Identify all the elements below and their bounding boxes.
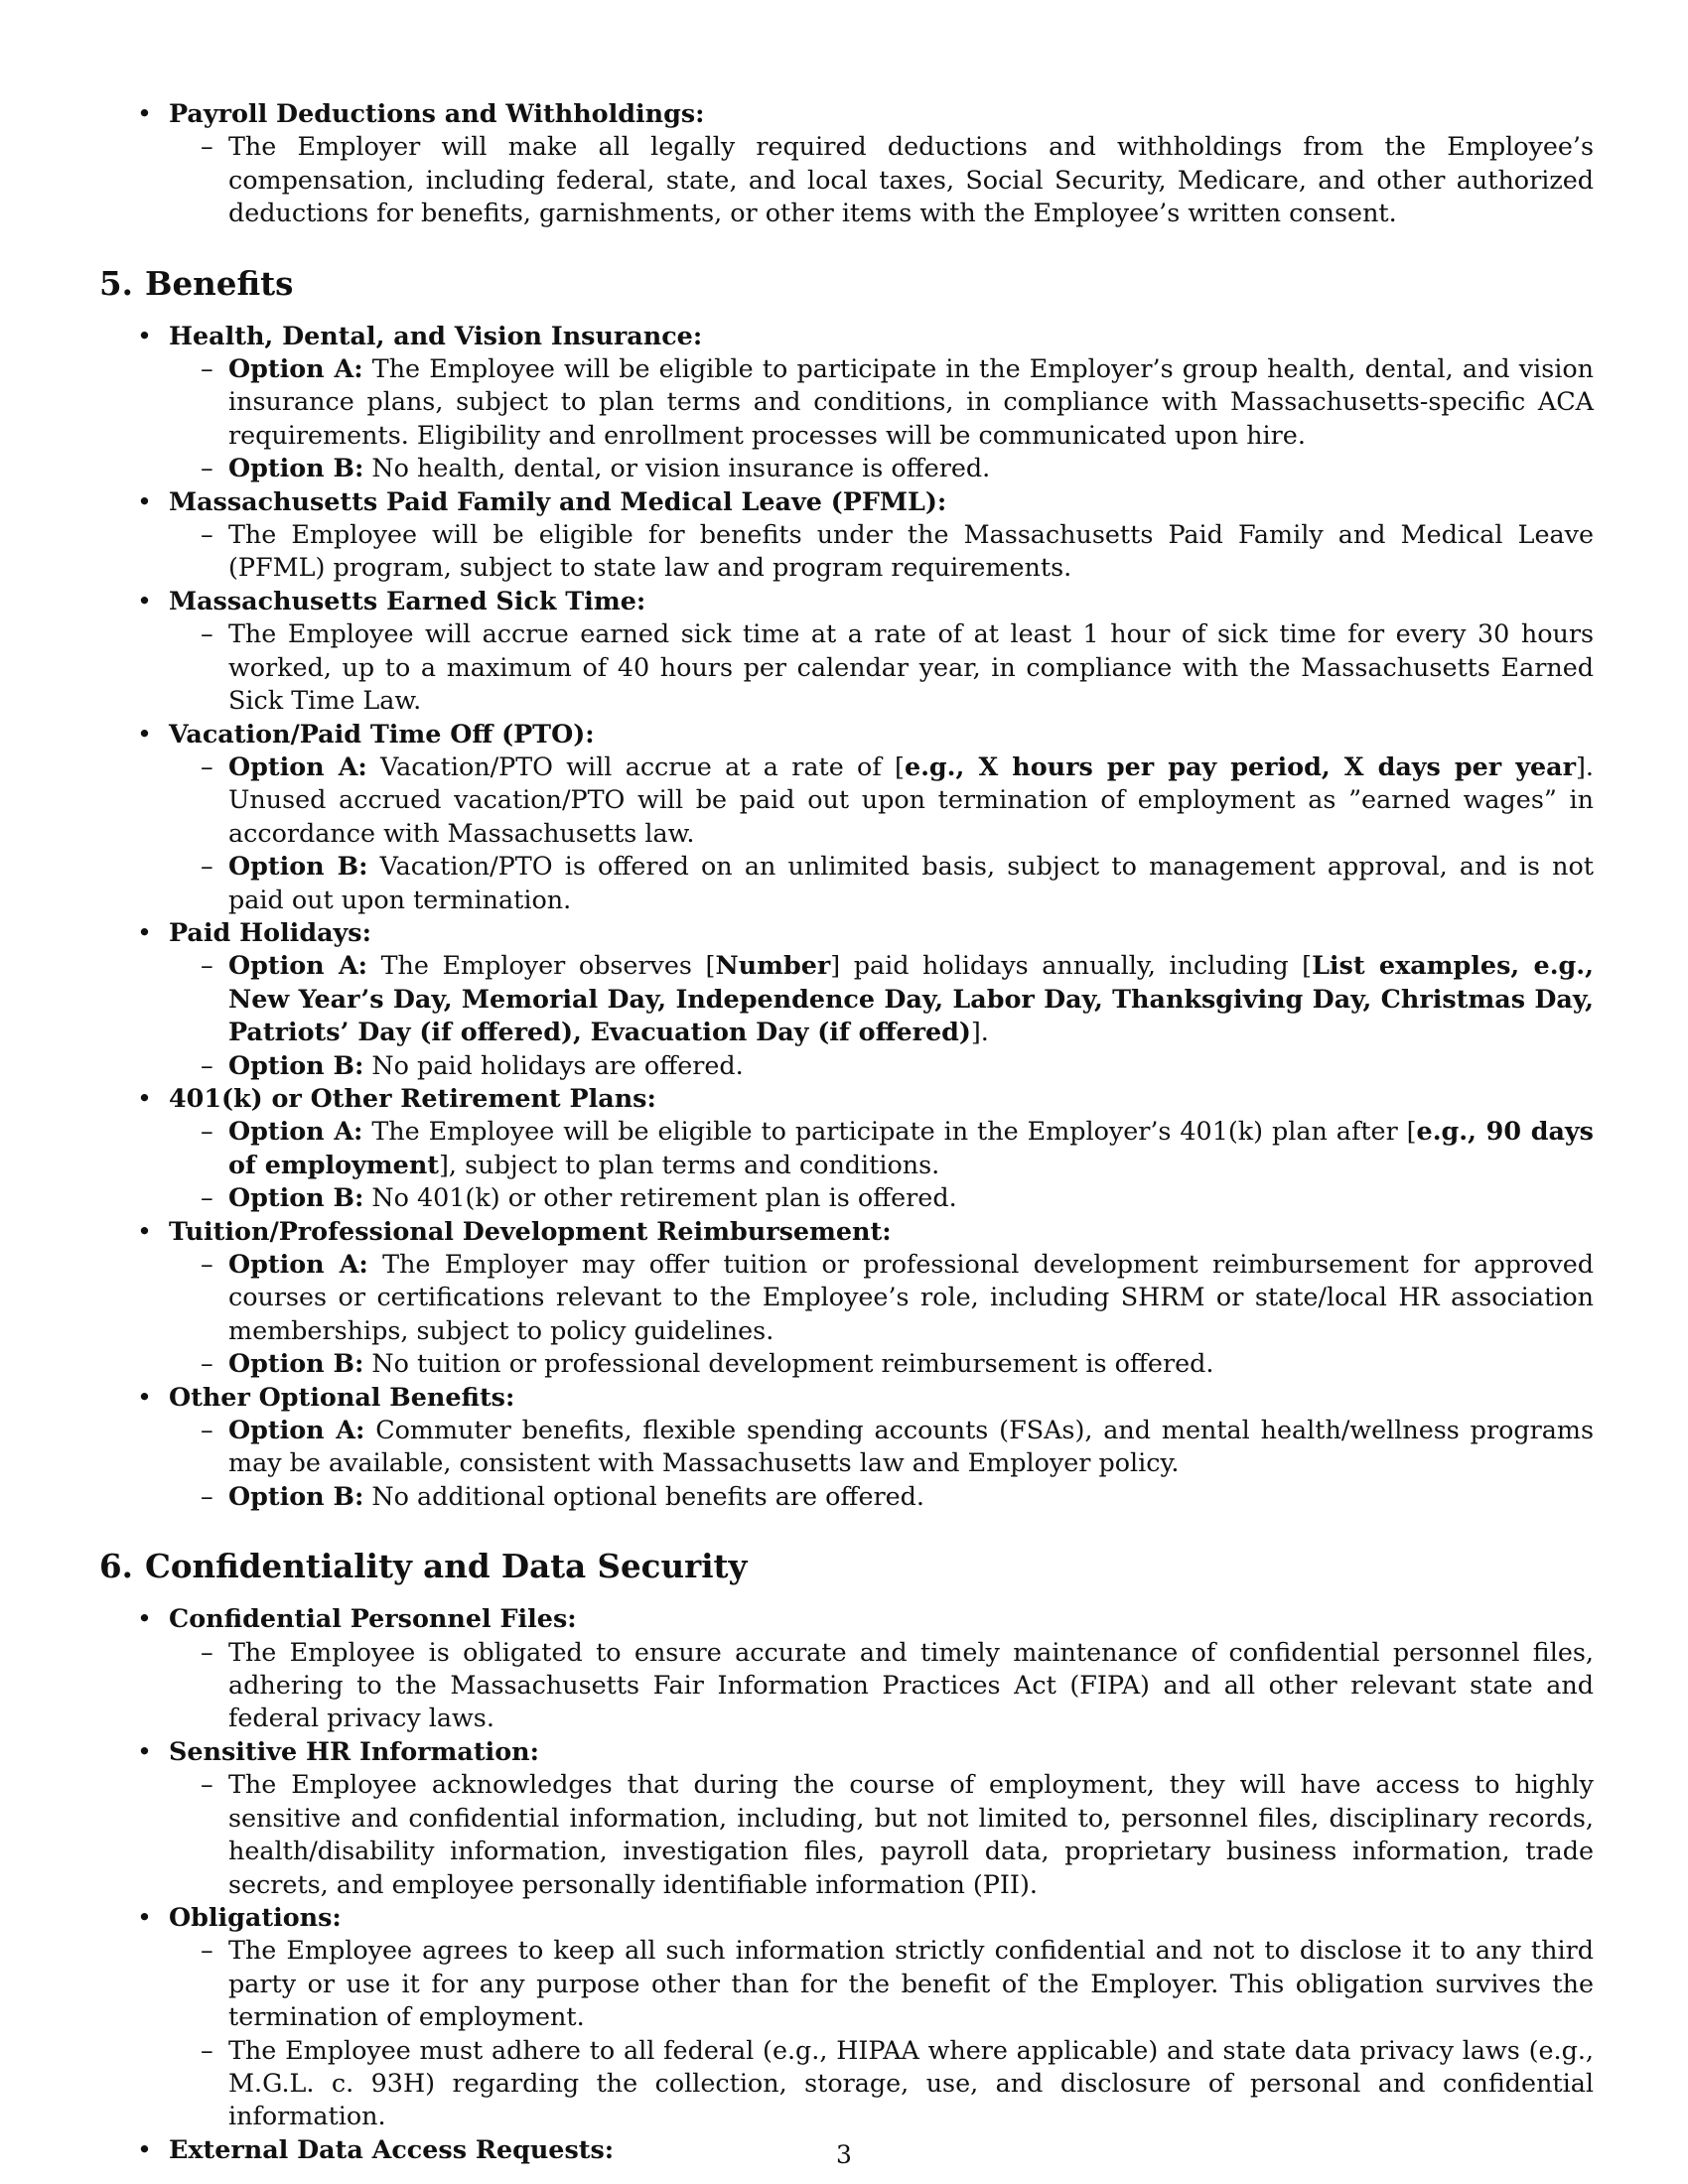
section-6-title: 6. Confidentiality and Data Security [99,1547,748,1586]
tuition-option-a: – Option A: The Employer may offer tuition or professional development reimbursement for approved courses or certifications relevant to the Employee’s role, including SHRM or state/local HR association memberships, subject to policy guidelines. [99,1248,1594,1347]
obligations-text-2: – The Employee must adhere to all federal (e.g., HIPAA where applicable) and state data privacy laws (e.g., M.G.L. c. 93H) regarding the collection, storage, use, and disclosure of personal and confidential information. [99,2034,1594,2133]
health-option-b: – Option B: No health, dental, or vision insurance is offered. [99,452,1594,484]
other-benefits-option-a: – Option A: Commuter benefits, flexible spending accounts (FSAs), and mental health/wellness programs may be available, consistent with Massachusetts law and Employer policy. [99,1414,1594,1480]
pto-option-a: – Option A: Vacation/PTO will accrue at a rate of [e.g., X hours per pay period, X days per year]. Unused accrued vacation/PTO will be paid out upon termination of employment as ”earned wages” in accordance with Massachusetts law. [99,751,1594,850]
retirement-option-a: – Option A: The Employee will be eligible to participate in the Employer’s 401(k) plan after [e.g., 90 days of employment], subject to plan terms and conditions. [99,1115,1594,1181]
document-body [99,97,1594,2166]
pfml-heading: • Massachusetts Paid Family and Medical Leave (PFML): [99,485,1594,518]
sensitive-info-text: – The Employee acknowledges that during the course of employment, they will have access to highly sensitive and confidential information, including, but not limited to, personnel files, disciplinary records, health/disability information, investigation files, payroll data, proprietary business information, trade secrets, and employee personally identifiable information (PII). [99,1768,1594,1901]
page-number: 3 [836,2140,852,2169]
holidays-option-a: – Option A: The Employer observes [Number] paid holidays annually, including [List examples, e.g., New Year’s Day, Memorial Day, Independence Day, Labor Day, Thanksgiving Day, Christmas Day, Patriots’ Day (if offered), Evacuation Day (if offered)]. [99,949,1594,1048]
retirement-option-b: – Option B: No 401(k) or other retirement plan is offered. [99,1181,1594,1214]
pto-heading: • Vacation/Paid Time Off (PTO): [99,718,1594,751]
tuition-heading: • Tuition/Professional Development Reimbursement: [99,1215,1594,1248]
obligations-text-1: – The Employee agrees to keep all such information strictly confidential and not to disclose it to any third party or use it for any purpose other than for the benefit of the Employer. This obligation survives the termination of employment. [99,1934,1594,2033]
retirement-heading: • 401(k) or Other Retirement Plans: [99,1082,1594,1115]
health-option-a: – Option A: The Employee will be eligible to participate in the Employer’s group health, dental, and vision insurance plans, subject to plan terms and conditions, in compliance with Massachusetts-specific ACA requirements. Eligibility and enrollment processes will be communicated upon hire. [99,352,1594,452]
payroll-heading: • Payroll Deductions and Withholdings: [99,97,1594,130]
sick-text: – The Employee will accrue earned sick time at a rate of at least 1 hour of sick time for every 30 hours worked, up to a maximum of 40 hours per calendar year, in compliance with the Massachusetts Earned Sick Time Law. [99,617,1594,717]
other-benefits-heading: • Other Optional Benefits: [99,1381,1594,1414]
health-heading: • Health, Dental, and Vision Insurance: [99,320,1594,352]
sensitive-info-heading: • Sensitive HR Information: [99,1735,1594,1768]
other-benefits-option-b: – Option B: No additional optional benefits are offered. [99,1480,1594,1513]
section-5-title: 5. Benefits [99,263,294,303]
obligations-heading: • Obligations: [99,1901,1594,1934]
holidays-heading: • Paid Holidays: [99,916,1594,949]
tuition-option-b: – Option B: No tuition or professional development reimbursement is offered. [99,1347,1594,1380]
sick-heading: • Massachusetts Earned Sick Time: [99,585,1594,617]
personnel-files-text: – The Employee is obligated to ensure accurate and timely maintenance of confidential personnel files, adhering to the Massachusetts Fair Information Practices Act (FIPA) and all other relevant state and federal privacy laws. [99,1636,1594,1735]
pto-option-b: – Option B: Vacation/PTO is offered on an unlimited basis, subject to management approval, and is not paid out upon termination. [99,850,1594,916]
personnel-files-heading: • Confidential Personnel Files: [99,1602,1594,1635]
payroll-text: – The Employer will make all legally required deductions and withholdings from the Employee’s compensation, including federal, state, and local taxes, Social Security, Medicare, and other authorized deductions for benefits, garnishments, or other items with the Employee’s written consent. [99,130,1594,229]
external-requests-heading: • External Data Access Requests: [99,2133,1594,2166]
holidays-option-b: – Option B: No paid holidays are offered. [99,1049,1594,1082]
pfml-text: – The Employee will be eligible for benefits under the Massachusetts Paid Family and Medical Leave (PFML) program, subject to state law and program requirements. [99,518,1594,585]
